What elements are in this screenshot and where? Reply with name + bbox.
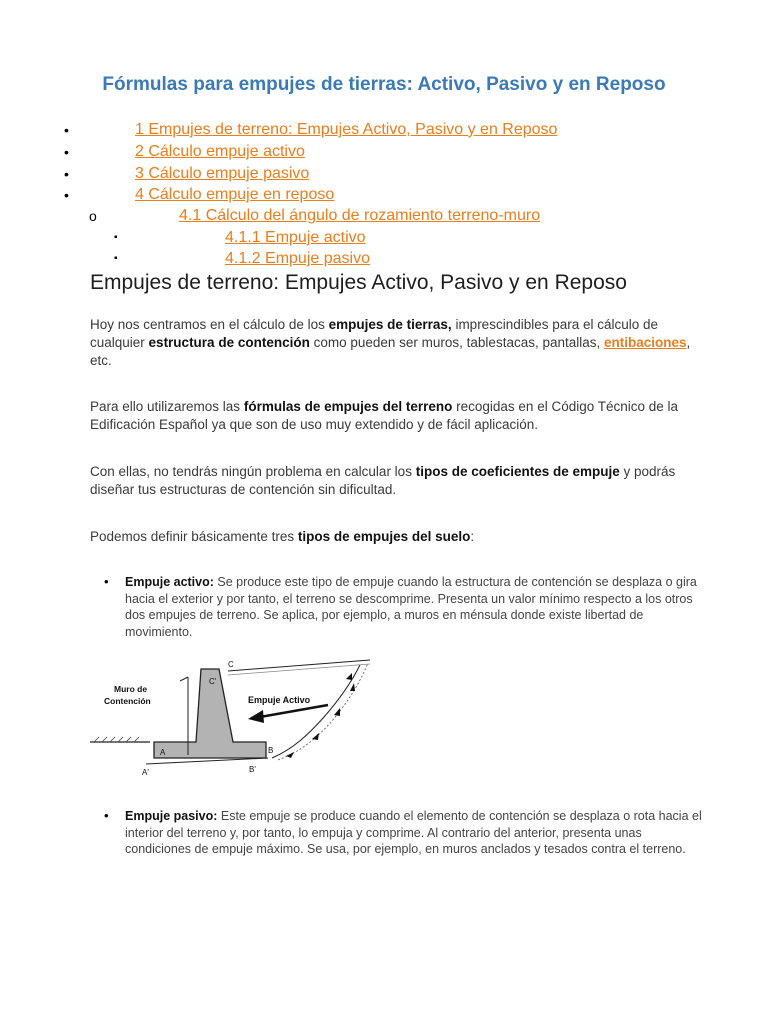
paragraph-intro <box>90 316 710 370</box>
toc-bullet: • <box>64 187 69 203</box>
toc-bullet: • <box>64 122 69 138</box>
text: como pueden ser muros, tablestacas, pantallas, <box>309 335 605 350</box>
toc-item <box>0 119 768 141</box>
bold-text: empujes de tierras, <box>328 317 452 332</box>
excavation-edge <box>180 677 188 681</box>
text: , etc. <box>90 335 691 368</box>
ground-hatch <box>94 737 139 742</box>
text: y podrás diseñar tus estructuras de contención sin dificultad. <box>90 464 676 497</box>
toc-link-angulo-rozamiento[interactable]: 4.1 Cálculo del ángulo de rozamiento terreno-muro <box>179 207 541 224</box>
toc-item <box>0 227 768 249</box>
bullet-dot: • <box>104 574 109 589</box>
paragraph-formulas <box>90 398 710 434</box>
retaining-wall-figure <box>88 657 378 780</box>
toc-link-empuje-activo[interactable]: 4.1.1 Empuje activo <box>225 229 366 246</box>
text: Hoy nos centramos en el cálculo de los <box>90 317 329 332</box>
toc-link-calculo-reposo[interactable]: 4 Cálculo empuje en reposo <box>135 186 335 203</box>
bold-text: Empuje activo: <box>125 575 214 589</box>
arrow-label: Empuje Activo <box>248 695 311 705</box>
toc-link-empuje-pasivo[interactable]: 4.1.2 Empuje pasivo <box>225 250 370 267</box>
point-a-prime: A' <box>142 768 149 777</box>
toc-link-empujes-terreno[interactable]: 1 Empujes de terreno: Empujes Activo, Pasivo y en Reposo <box>135 121 558 138</box>
page-title: Fórmulas para empujes de tierras: Activo, Pasivo y en Reposo <box>102 74 666 95</box>
bullet-dot: • <box>104 808 109 823</box>
text: Este empuje se produce cuando el elemento de contención se desplaza o rota hacia el interior del terreno y, por tanto, lo empuja y comprime. Al contrario del anterior, presenta unas condiciones de empuje máximo. Se usa, por ejemplo, en muros anclados y tesados contra el terreno. <box>125 809 702 856</box>
text: Con ellas, no tendrás ningún problema en calcular los <box>90 464 416 479</box>
bold-text: Empuje pasivo: <box>125 809 218 823</box>
bold-text: fórmulas de empujes del terreno <box>243 399 453 414</box>
wall-label-1: Muro de <box>114 684 148 694</box>
toc-item <box>0 163 768 185</box>
point-c-prime: C' <box>209 677 217 686</box>
toc-bullet: o <box>89 208 97 224</box>
bold-text: tipos de coeficientes de empuje <box>415 464 620 479</box>
wall-label-2: Contención <box>104 696 151 706</box>
paragraph-coeficientes <box>90 463 710 499</box>
paragraph-tipos <box>90 528 710 546</box>
point-a: A <box>160 748 166 757</box>
toc-bullet: ▪ <box>114 232 118 243</box>
toc-link-calculo-pasivo[interactable]: 3 Cálculo empuje pasivo <box>135 165 310 182</box>
toc-item <box>0 248 768 270</box>
toc-link-calculo-activo[interactable]: 2 Cálculo empuje activo <box>135 143 305 160</box>
toc-bullet: • <box>64 166 69 182</box>
point-b: B <box>268 746 274 755</box>
text: recogidas en el Código Técnico de la Edificación Español ya que son de uso muy extendido y de fácil aplicación. <box>90 399 679 432</box>
toc-item <box>0 184 768 206</box>
text: Se produce este tipo de empuje cuando la estructura de contención se desplaza o gira hacia el exterior y por tanto, el terreno se descomprime. Presenta un valor mínimo respecto a los otros dos empujes de terreno. Se aplica, por ejemplo, a muros en ménsula donde existe libertad de movimiento. <box>125 575 697 639</box>
bold-text: estructura de contención <box>148 335 310 350</box>
toc-item <box>0 205 768 227</box>
toc-bullet: ▪ <box>114 253 118 264</box>
text: Podemos definir básicamente tres <box>90 529 298 544</box>
entibaciones-link[interactable]: entibaciones <box>604 335 687 350</box>
toc-bullet: • <box>64 144 69 160</box>
base-plane-line <box>146 758 268 764</box>
bold-text: tipos de empujes del suelo <box>297 529 471 544</box>
slip-arrows <box>286 673 355 758</box>
text: imprescindibles para el cálculo de cualquier <box>90 317 659 350</box>
active-thrust-shaft <box>260 705 328 717</box>
bullet-empuje-pasivo <box>125 808 710 858</box>
bullet-empuje-activo <box>125 574 710 640</box>
text: Para ello utilizaremos las <box>90 399 244 414</box>
text: : <box>470 529 475 544</box>
section-heading: Empujes de terreno: Empujes Activo, Pasivo y en Reposo <box>90 271 627 294</box>
toc-item <box>0 141 768 163</box>
point-b-prime: B' <box>249 765 256 774</box>
active-thrust-arrowhead <box>248 710 264 723</box>
point-c: C <box>228 660 234 669</box>
